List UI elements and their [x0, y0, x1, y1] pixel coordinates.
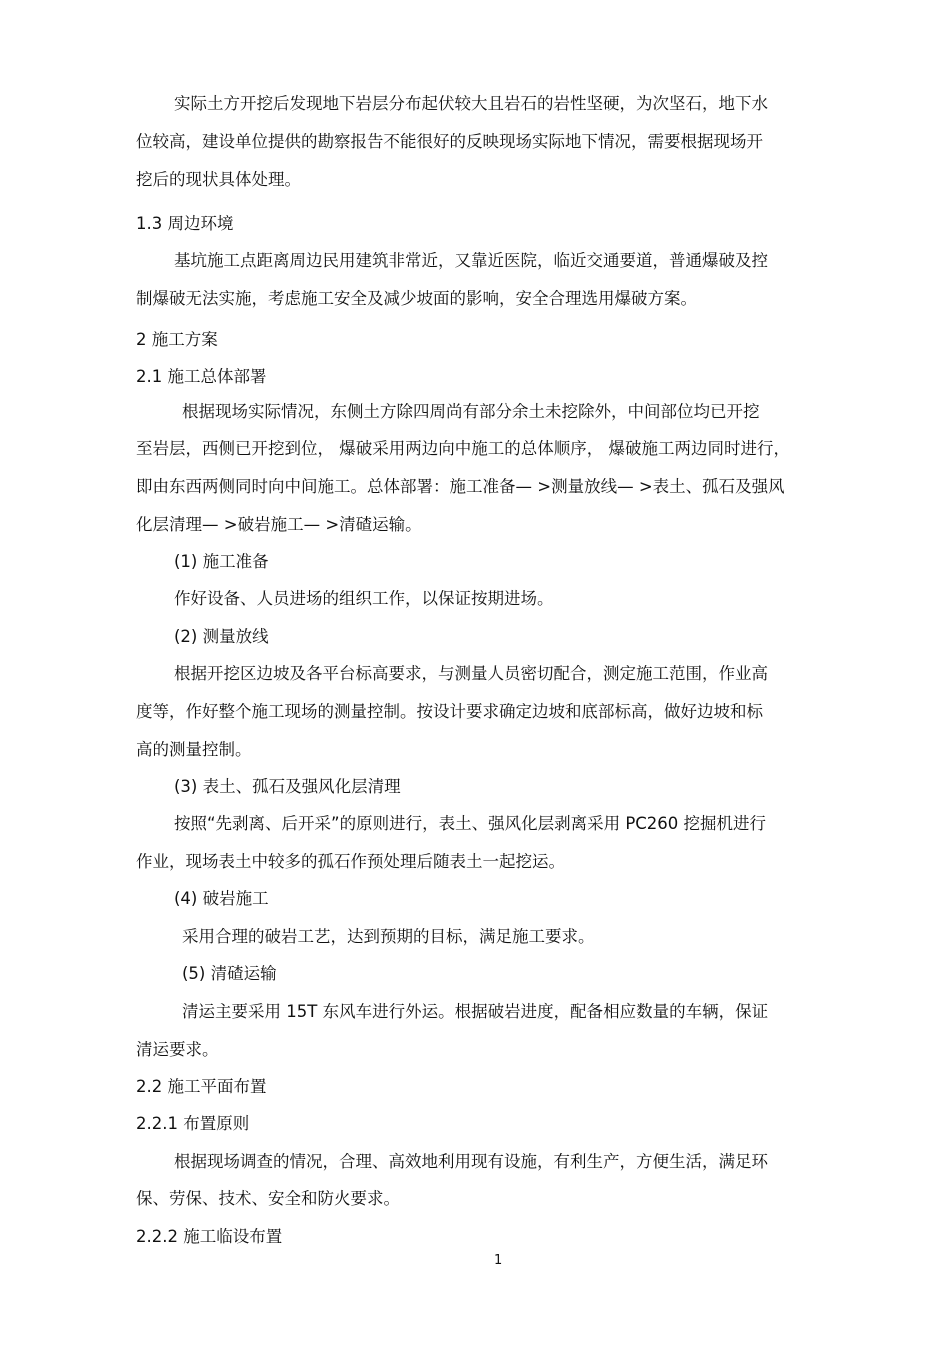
list-item-heading: (2) 测量放线 [174, 627, 269, 646]
text-line: 度等，作好整个施工现场的测量控制。按设计要求确定边坡和底部标高，做好边坡和标 [136, 702, 763, 721]
text-line: 作好设备、人员进场的组织工作，以保证按期进场。 [174, 589, 554, 608]
text-line: 制爆破无法实施，考虑施工安全及减少坡面的影响，安全合理选用爆破方案。 [136, 289, 697, 308]
text-line: 根据现场实际情况，东侧土方除四周尚有部分余土未挖除外，中间部位均已开挖 [182, 402, 760, 421]
text-line: 位较高，建设单位提供的勘察报告不能很好的反映现场实际地下情况，需要根据现场开 [136, 132, 763, 151]
list-item-heading: (5) 清碴运输 [182, 964, 277, 983]
text-line: 高的测量控制。 [136, 740, 252, 759]
text-line: 基坑施工点距离周边民用建筑非常近，又靠近医院，临近交通要道，普通爆破及控 [174, 251, 768, 270]
list-item-heading: (4) 破岩施工 [174, 889, 269, 908]
text-line: 按照“先剥离、后开采”的原则进行，表土、强风化层剥离采用 PC260 挖掘机进行 [174, 814, 767, 833]
text-line: 采用合理的破岩工艺，达到预期的目标，满足施工要求。 [182, 927, 595, 946]
section-heading: 2 施工方案 [136, 330, 218, 349]
text-line: 化层清理— >破岩施工— >清碴运输。 [136, 515, 422, 534]
text-line: 挖后的现状具体处理。 [136, 170, 301, 189]
section-heading: 2.2 施工平面布置 [136, 1077, 267, 1096]
text-line: 清运主要采用 15T 东风车进行外运。根据破岩进度，配备相应数量的车辆，保证 [182, 1002, 769, 1021]
text-line: 至岩层，西侧已开挖到位， 爆破采用两边向中施工的总体顺序， 爆破施工两边同时进行， [136, 439, 790, 458]
page-number: 1 [494, 1253, 503, 1268]
text-line: 实际土方开挖后发现地下岩层分布起伏较大且岩石的岩性坚硬，为次坚石，地下水 [174, 94, 768, 113]
list-item-heading: (1) 施工准备 [174, 552, 269, 571]
section-heading: 2.1 施工总体部署 [136, 367, 267, 386]
text-line: 清运要求。 [136, 1040, 219, 1059]
text-line: 保、劳保、技术、安全和防火要求。 [136, 1189, 400, 1208]
text-line: 即由东西两侧同时向中间施工。总体部署：施工准备— >测量放线— >表土、孤石及强风 [136, 477, 785, 496]
text-line: 根据开挖区边坡及各平台标高要求，与测量人员密切配合，测定施工范围，作业高 [174, 664, 768, 683]
list-item-heading: (3) 表土、孤石及强风化层清理 [174, 777, 401, 796]
section-heading: 1.3 周边环境 [136, 214, 234, 233]
text-line: 根据现场调查的情况，合理、高效地利用现有设施，有利生产，方便生活，满足环 [174, 1152, 768, 1171]
text-line: 作业，现场表土中较多的孤石作预处理后随表土一起挖运。 [136, 852, 565, 871]
section-heading: 2.2.2 施工临设布置 [136, 1227, 283, 1246]
section-heading: 2.2.1 布置原则 [136, 1114, 250, 1133]
